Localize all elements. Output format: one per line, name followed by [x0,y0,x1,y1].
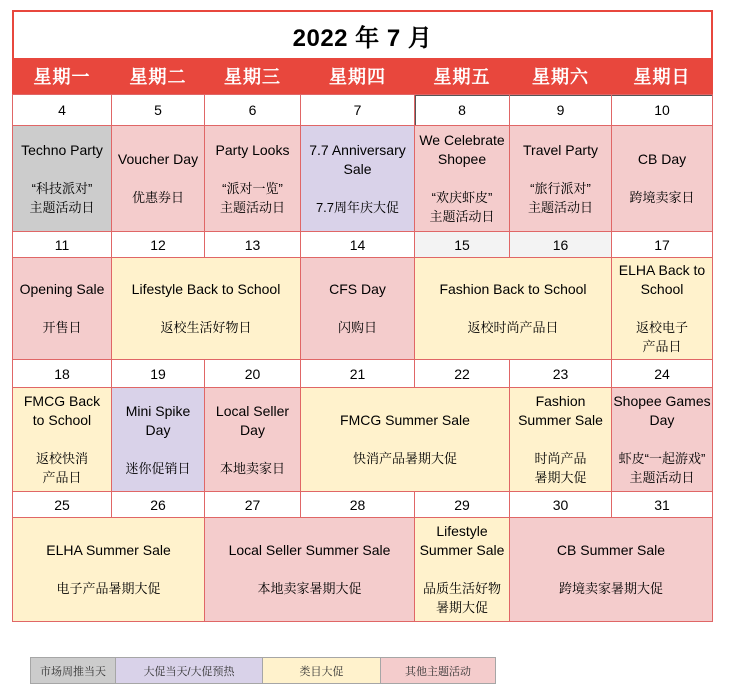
day-number: 29 [415,492,509,517]
legend-item-category-sale: 类目大促 [263,658,381,683]
event-opening-sale [13,258,111,359]
calendar-title-box [12,10,713,58]
day-number: 17 [612,232,712,257]
event-title-zh: 7.7周年庆大促 [315,199,400,215]
event-title-en: FMCG Back to School [23,393,101,428]
event-techno-party [13,126,111,231]
event-travel-party [510,126,611,231]
day-number: 18 [13,360,111,387]
event-we-celebrate-shopee [415,126,509,231]
weekday-monday: 星期一 [33,67,91,87]
event-title-zh: “科技派对” 主题活动日 [29,180,95,215]
event-title-zh: 跨境卖家日 [629,190,695,205]
weekday-header-row [12,58,713,94]
day-number: 21 [301,360,414,387]
event-title-en: 7.7 Anniversary Sale [309,141,406,177]
event-title-zh: 开售日 [42,320,82,335]
day-number: 4 [13,95,111,125]
day-number: 5 [112,95,204,125]
event-title-zh: “欢庆虾皮” 主题活动日 [429,190,495,224]
event-mini-spike-day [112,388,204,491]
event-title-en: Voucher Day [117,151,199,167]
day-number: 27 [205,492,300,517]
event-title-en: Lifestyle Back to School [131,281,281,297]
event-local-seller-summer-sale [205,518,414,621]
event-title-en: CB Day [637,151,687,167]
weekday-sunday: 星期日 [633,67,691,87]
event-title-en: Opening Sale [19,281,105,297]
day-number: 26 [112,492,204,517]
event-title-zh: 品质生活好物 暑期大促 [422,581,501,615]
day-number: 9 [510,95,611,125]
event-anniversary-sale [301,126,414,231]
day-number: 13 [205,232,300,257]
day-number: 12 [112,232,204,257]
event-title-en: CFS Day [329,281,386,297]
day-number: 10 [612,95,712,125]
event-party-looks [205,126,300,231]
event-title-zh: 返校生活好物日 [160,320,252,335]
day-number: 22 [415,360,509,387]
day-number: 20 [205,360,300,387]
event-cb-day [612,126,712,231]
event-title-en: CB Summer Sale [556,542,666,558]
event-title-zh: 电子产品暑期大促 [56,581,161,596]
color-legend [30,657,496,684]
event-title-en: Fashion Summer Sale [518,393,603,428]
event-elha-back-to-school [612,258,712,359]
weekday-thursday: 星期四 [329,67,386,87]
event-cfs-day [301,258,414,359]
event-title-zh: 迷你促销日 [125,460,191,476]
day-number: 8 [415,95,509,125]
weekday-saturday: 星期六 [532,67,589,87]
day-number: 23 [510,360,611,387]
event-title-zh: 本地卖家日 [219,460,285,476]
event-title-zh: 返校时尚产品日 [467,320,559,335]
legend-item-big-sale: 大促当天/大促预热 [116,658,263,683]
event-title-en: We Celebrate Shopee [419,132,505,167]
day-number: 25 [13,492,111,517]
event-title-zh: 跨境卖家暑期大促 [558,581,663,596]
event-title-en: Local Seller Summer Sale [228,542,391,558]
weekday-tuesday: 星期二 [129,67,187,87]
event-title-zh: 闪购日 [337,320,377,335]
event-fashion-back-to-school [415,258,611,359]
event-title-zh: “派对一览” 主题活动日 [219,180,285,215]
calendar-title: 2022 年 7 月 [292,24,433,52]
event-title-zh: 返校电子 产品日 [635,320,688,354]
event-cb-summer-sale [510,518,712,621]
calendar-grid [12,94,713,622]
legend-item-other-theme: 其他主题活动 [381,658,495,683]
event-title-en: Techno Party [21,141,103,158]
event-title-zh: 虾皮“一起游戏” 主题活动日 [618,451,706,485]
day-number: 30 [510,492,611,517]
event-title-en: ELHA Summer Sale [46,542,171,558]
day-number: 31 [612,492,712,517]
weekday-wednesday: 星期三 [224,67,281,87]
event-title-zh: 本地卖家暑期大促 [257,581,362,596]
event-local-seller-day [205,388,300,491]
day-number: 11 [13,232,111,257]
legend-item-market-weekly: 市场周推当天 [31,658,116,683]
event-fmcg-summer-sale [301,388,509,491]
event-title-en: Fashion Back to School [439,281,587,297]
event-shopee-games-day [612,388,712,491]
day-number: 15 [415,232,509,257]
day-number: 6 [205,95,300,125]
event-title-zh: 快消产品暑期大促 [352,451,457,466]
event-voucher-day [112,126,204,231]
day-number: 7 [301,95,414,125]
event-title-en: Shopee Games Day [613,393,711,428]
event-title-zh: 时尚产品 暑期大促 [534,451,587,485]
day-number: 28 [301,492,414,517]
event-title-en: FMCG Summer Sale [340,412,470,428]
weekday-friday: 星期五 [433,67,491,87]
event-title-zh: 优惠券日 [131,190,184,205]
event-fmcg-back-to-school [13,388,111,491]
day-number: 16 [510,232,611,257]
event-title-en: Mini Spike Day [125,402,191,438]
event-title-en: Local Seller Day [215,402,290,438]
event-title-en: Lifestyle Summer Sale [419,523,505,558]
event-title-en: Party Looks [215,141,290,158]
event-title-en: Travel Party [523,141,598,158]
day-number: 14 [301,232,414,257]
day-number: 19 [112,360,204,387]
event-title-en: ELHA Back to School [618,262,706,297]
event-fashion-summer-sale [510,388,611,491]
event-lifestyle-back-to-school [112,258,300,359]
event-lifestyle-summer-sale [415,518,509,621]
event-title-zh: “旅行派对” 主题活动日 [527,180,593,215]
event-title-zh: 返校快消 产品日 [35,451,88,485]
day-number: 24 [612,360,712,387]
event-elha-summer-sale [13,518,204,621]
